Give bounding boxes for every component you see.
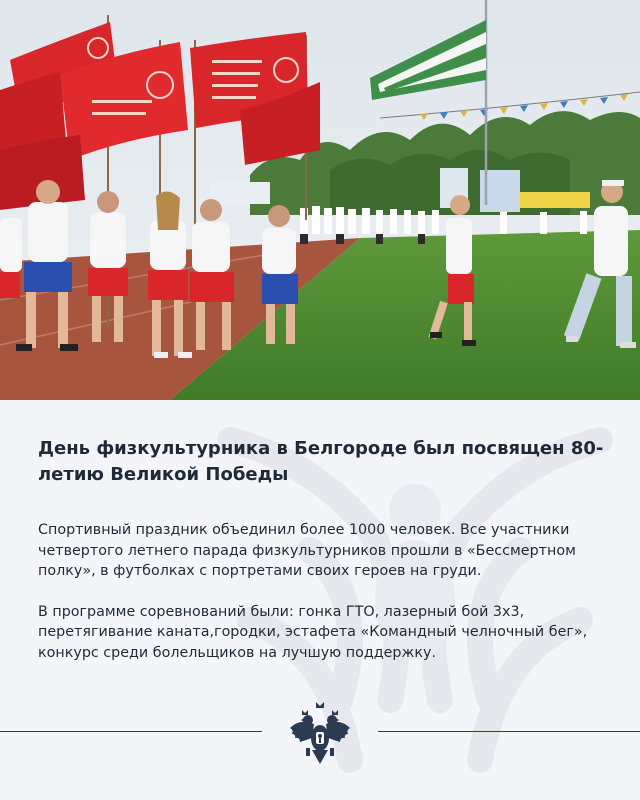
post-paragraph: В программе соревнований были: гонка ГТО, лазерный бой 3х3, перетягивание каната,городки, эстафета «Командный челночный бег», конкурс среди болельщиков на лучшую поддержку. xyxy=(38,603,588,661)
footer-divider xyxy=(378,731,640,732)
double-headed-eagle-icon xyxy=(286,700,354,768)
post-paragraph: Спортивный праздник объединил более 1000 человек. Все участники четвертого летнего парада физкультурников прошли в «Бессмертном полку», в футболках с портретами своих героев на груди. xyxy=(38,522,576,579)
footer-divider xyxy=(0,731,262,732)
post-content xyxy=(38,436,608,663)
post-headline: День физкультурника в Белгороде был посвящен 80-летию Великой Победы xyxy=(38,438,604,485)
